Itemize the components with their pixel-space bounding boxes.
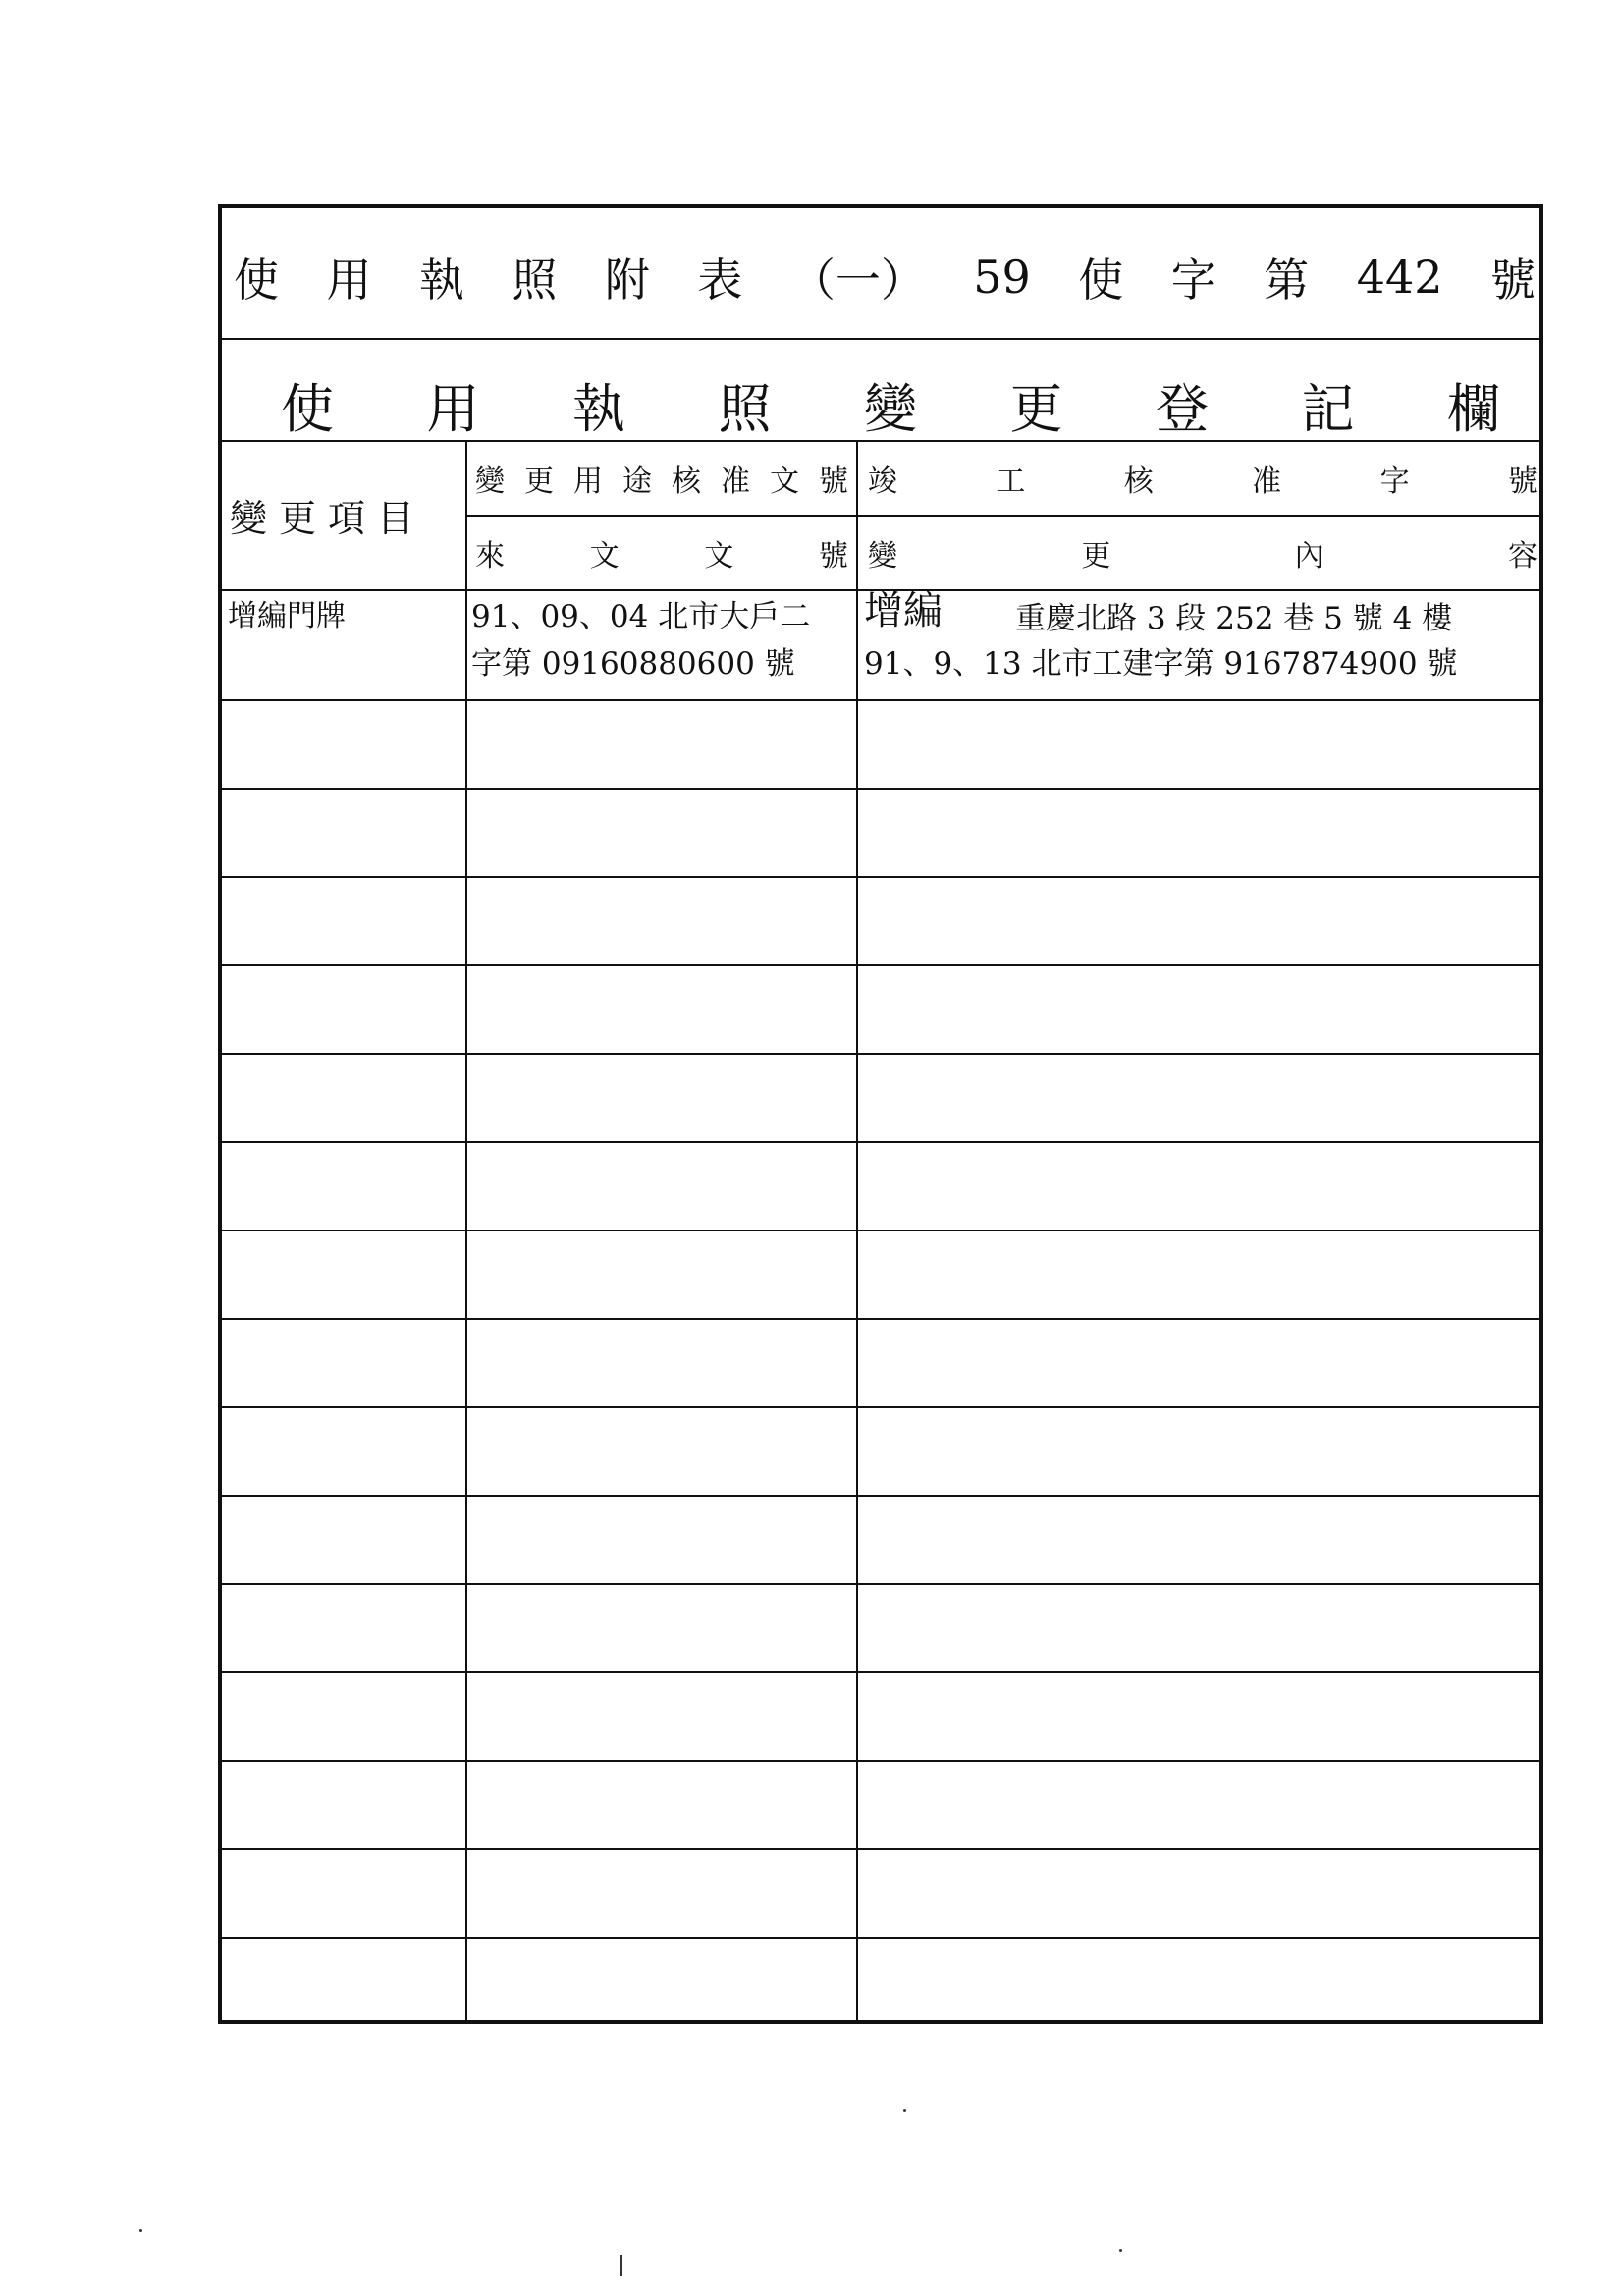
title-char: （一） (789, 253, 926, 306)
title-char: 照 (512, 253, 558, 306)
title-char: 59 (973, 250, 1031, 303)
heading-char: 執 (572, 377, 625, 440)
header-char: 號 (818, 539, 848, 574)
heading-char: 記 (1301, 377, 1355, 440)
title-char: 442 (1356, 250, 1443, 303)
row-line (222, 788, 1539, 790)
header-char: 核 (1123, 465, 1154, 499)
heading-char: 變 (864, 377, 917, 440)
scan-speck (1119, 2249, 1122, 2252)
header-char: 號 (819, 465, 848, 499)
title-char: 使 (1078, 253, 1124, 306)
row-line (222, 876, 1539, 878)
row-line (222, 1318, 1539, 1320)
title-char: 字 (1170, 253, 1216, 306)
header-char: 字 (1379, 465, 1410, 499)
heading-char: 欄 (1447, 377, 1500, 440)
title-char: 附 (604, 253, 650, 306)
row-line (222, 1406, 1539, 1408)
heading-char: 照 (718, 377, 772, 440)
scan-speck (139, 2229, 142, 2232)
divider (222, 338, 1539, 340)
header-char: 工 (996, 465, 1026, 499)
row-content-prefix: 增編 (864, 588, 943, 633)
header-char: 途 (622, 465, 652, 499)
heading-char: 用 (426, 377, 480, 440)
title-char: 第 (1264, 253, 1310, 306)
heading-char: 更 (1009, 377, 1063, 440)
header-char: 變 (868, 539, 897, 574)
header-approval-doc-no (475, 448, 848, 509)
row-line (222, 1848, 1539, 1850)
header-char: 內 (1294, 539, 1324, 574)
scan-speck (903, 2109, 906, 2112)
row-line (222, 1141, 1539, 1143)
scan-speck (620, 2255, 622, 2276)
title-char: 執 (418, 253, 464, 306)
header-char: 准 (1252, 465, 1282, 499)
divider (465, 515, 1539, 517)
header-char: 核 (672, 465, 701, 499)
header-char: 文 (704, 539, 734, 574)
header-change-content (868, 520, 1537, 585)
license-title (234, 238, 1539, 316)
row-item: 增編門牌 (228, 599, 346, 633)
row-line (222, 1495, 1539, 1497)
heading-char: 使 (281, 377, 334, 440)
row-line (222, 1760, 1539, 1762)
title-char: 表 (697, 253, 743, 306)
header-char: 號 (1507, 465, 1537, 499)
header-char: 變 (475, 465, 505, 499)
row-doc-line2: 字第 09160880600 號 (471, 646, 795, 682)
row-content-line1: 重慶北路 3 段 252 巷 5 號 4 樓 (1015, 601, 1453, 636)
header-char: 准 (721, 465, 750, 499)
row-line (222, 699, 1539, 701)
row-doc-line1: 91、09、04 北市大戶二 (471, 599, 811, 634)
row-content-line2: 91、9、13 北市工建字第 9167874900 號 (864, 646, 1458, 682)
row-line (222, 1937, 1539, 1939)
section-heading (281, 365, 1500, 444)
row-line (222, 1230, 1539, 1231)
header-char: 竣 (868, 465, 897, 499)
header-char: 更 (524, 465, 554, 499)
title-char: 用 (326, 253, 372, 306)
header-char: 容 (1507, 539, 1537, 574)
header-item-col (230, 440, 458, 589)
row-line (222, 1671, 1539, 1673)
row-line (222, 964, 1539, 966)
header-incoming-doc-no (475, 520, 848, 585)
header-char: 更 (1081, 539, 1111, 574)
header-completion-no (868, 448, 1537, 509)
heading-char: 登 (1156, 377, 1209, 440)
row-line (222, 1583, 1539, 1585)
header-char: 用 (573, 465, 603, 499)
header-item-label: 變更項目 (230, 496, 427, 540)
title-char: 號 (1489, 253, 1536, 306)
header-char: 文 (589, 539, 620, 574)
header-char: 文 (770, 465, 799, 499)
title-char: 使 (234, 253, 279, 306)
header-char: 來 (475, 539, 505, 574)
row-line (222, 1053, 1539, 1055)
license-table (218, 204, 1543, 2024)
